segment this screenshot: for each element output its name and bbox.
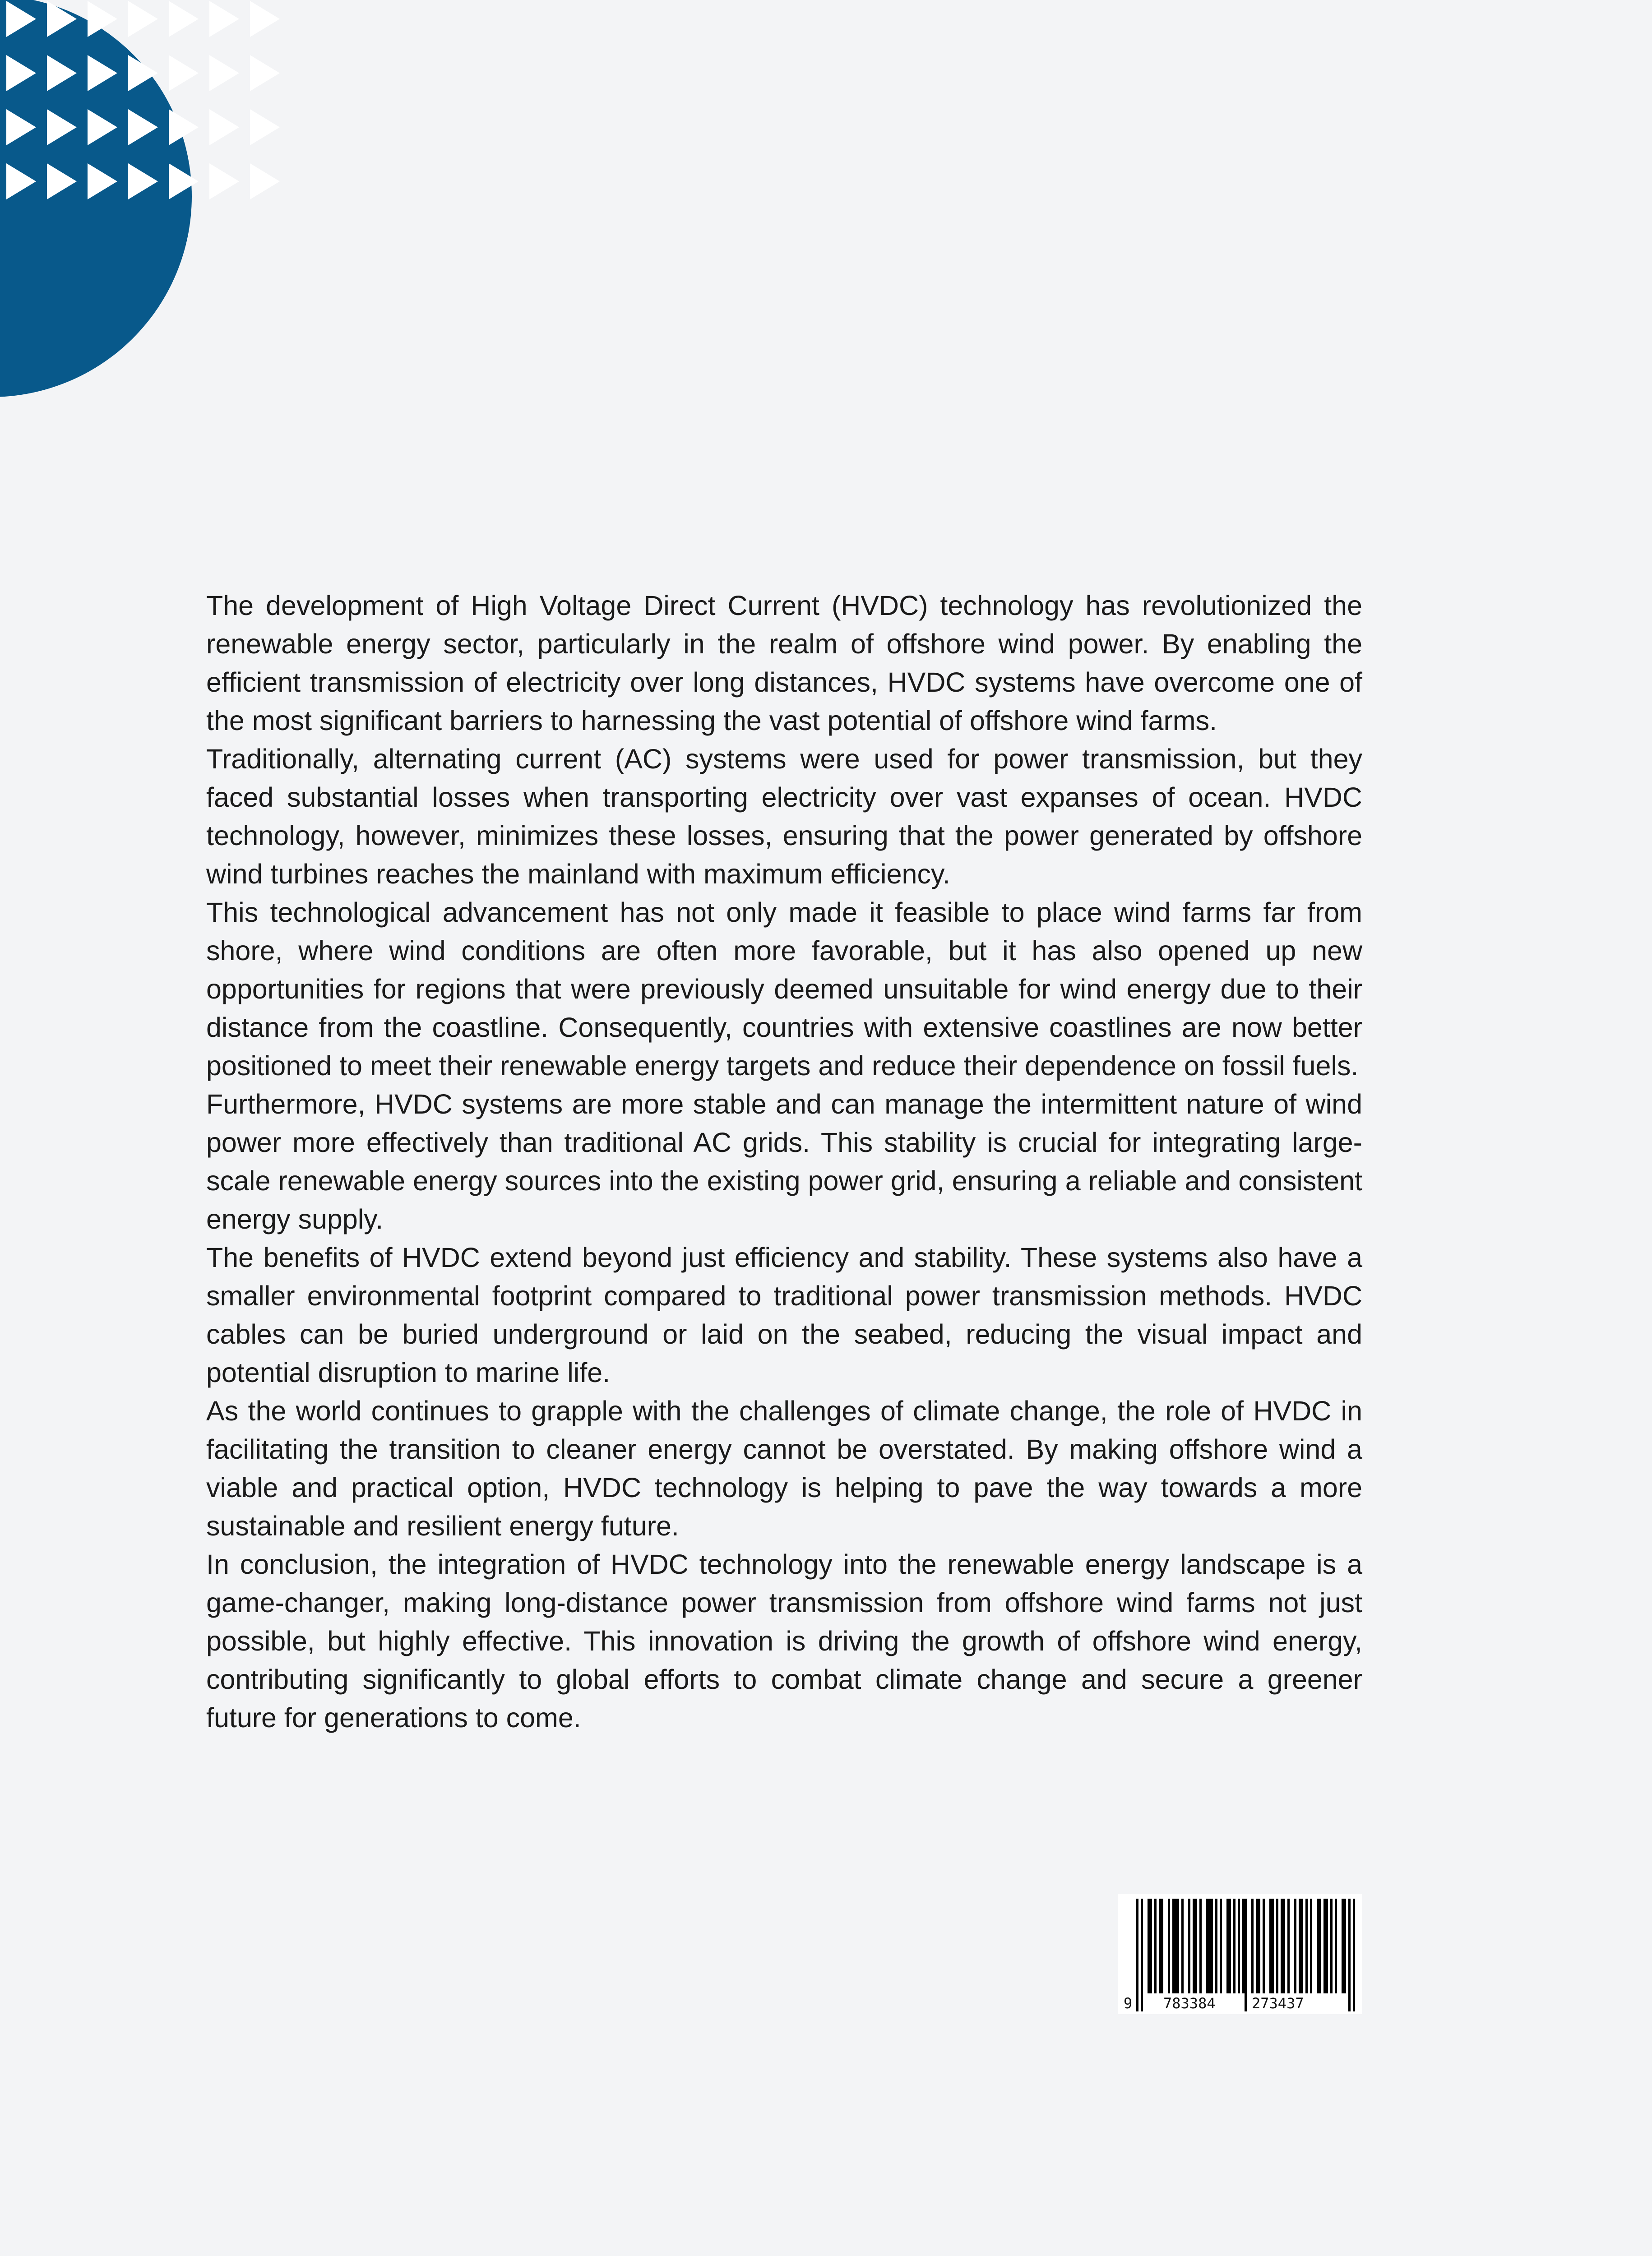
barcode-bar [1154, 1899, 1157, 1993]
barcode-bar [1161, 1899, 1163, 1993]
barcode-bar [1317, 1899, 1319, 1993]
paragraph-1: The development of High Voltage Direct Current (HVDC) technology has revolutionized the renewable energy sector, particularly in the realm of offshore wind power. By enabling the efficient transmission of electricity over long distances, HVDC systems have overcome one of the most significant barriers to harnessing the vast potential of offshore wind farms. [206, 590, 1362, 736]
barcode-bar [1272, 1899, 1274, 1993]
barcode-bar [1258, 1899, 1260, 1993]
barcode-bar [1242, 1899, 1245, 1993]
barcode-bar [1211, 1899, 1213, 1993]
barcode-bar [1195, 1899, 1197, 1993]
barcode-bar [1310, 1899, 1312, 1993]
barcode-bar [1150, 1899, 1152, 1993]
blue-circle-shape [0, 0, 192, 397]
barcode-bar [1238, 1899, 1240, 1993]
barcode-bar [1269, 1899, 1272, 1993]
barcode-bar [1294, 1899, 1296, 1993]
barcode-lead-digit: 9 [1124, 1995, 1133, 2012]
barcode-bar [1208, 1899, 1211, 1993]
barcode-group-1: 783384 [1163, 1995, 1216, 2012]
barcode-bar [1229, 1899, 1231, 1993]
paragraph-2: Traditionally, alternating current (AC) systems were used for power transmission, but they faced substantial losses when transporting electricity over vast expanses of ocean. HVDC technology, however, minimizes these losses, ensuring that the power generated by offshore wind turbines reaches the mainland with maximum efficiency. [206, 744, 1362, 889]
corner-decoration [0, 0, 298, 433]
triangle-arrow [209, 163, 239, 199]
triangle-arrow [209, 55, 239, 91]
triangle-arrow [169, 55, 199, 91]
barcode-bar [1188, 1899, 1190, 1993]
barcode-bar [1226, 1899, 1229, 1993]
barcode-bar [1342, 1899, 1344, 1993]
barcode-bar [1215, 1899, 1217, 1993]
barcode-bar [1175, 1899, 1177, 1993]
paragraph-7: In conclusion, the integration of HVDC technology into the renewable energy landscape is a game-changer, making long-distance power transmission from offshore wind farms not just possible, but highly effective. This innovation is driving the growth of offshore wind energy, contributing significantly to global efforts to combat climate change and secure a greener future for generations to come. [206, 1549, 1362, 1733]
barcode-bar [1335, 1899, 1337, 1993]
barcode-bar [1251, 1899, 1254, 1993]
barcode-bar [1305, 1899, 1308, 1993]
barcode-bar [1281, 1899, 1283, 1993]
triangle-arrow [250, 163, 280, 199]
triangle-arrow [209, 1, 239, 37]
barcode-bar [1177, 1899, 1179, 1993]
barcode-bar [1206, 1899, 1208, 1993]
barcode-bar [1299, 1899, 1301, 1993]
triangle-arrow [250, 1, 280, 37]
paragraph-3: This technological advancement has not only made it feasible to place wind farms far from shore, where wind conditions are often more favorable, but it has also opened up new opportunities for regions that were previously deemed unsuitable for wind energy due to their distance from the coastline. Consequently, countries with extensive coastlines are now better positioned to meet their renewable energy targets and reduce their dependence on fossil fuels. [206, 897, 1362, 1081]
barcode-group-2: 273437 [1252, 1995, 1304, 2012]
barcode-bar [1330, 1899, 1333, 1993]
barcode-bar [1193, 1899, 1195, 1993]
barcode-bar [1220, 1899, 1222, 1993]
barcode-digits [1118, 1994, 1362, 2012]
triangle-arrow [128, 1, 158, 37]
barcode-bar [1159, 1899, 1161, 1993]
barcode-bar [1233, 1899, 1236, 1993]
barcode-bar [1256, 1899, 1258, 1993]
triangle-arrow [169, 1, 199, 37]
barcode-bar [1172, 1899, 1175, 1993]
back-cover-text [206, 587, 1362, 1737]
barcode-bar [1199, 1899, 1202, 1993]
paragraph-5: The benefits of HVDC extend beyond just efficiency and stability. These systems also have a smaller environmental footprint compared to traditional power transmission methods. HVDC cables can be buried underground or laid on the seabed, reducing the visual impact and potential disruption to marine life. [206, 1242, 1362, 1388]
triangle-arrow [209, 109, 239, 145]
barcode-bar [1263, 1899, 1265, 1993]
paragraph-4: Furthermore, HVDC systems are more stable and can manage the intermittent nature of wind power more effectively than traditional AC grids. This stability is crucial for integrating large-scale renewable energy sources into the existing power grid, ensuring a reliable and consistent energy supply. [206, 1089, 1362, 1234]
isbn-barcode [1118, 1894, 1362, 2014]
barcode-bar [1168, 1899, 1170, 1993]
triangle-arrow [250, 109, 280, 145]
barcode-bar [1323, 1899, 1326, 1993]
barcode-bar [1148, 1899, 1150, 1993]
barcode-bar [1301, 1899, 1303, 1993]
barcode-bar [1319, 1899, 1321, 1993]
barcode-bar [1181, 1899, 1184, 1993]
triangle-arrow [250, 55, 280, 91]
barcode-bar [1283, 1899, 1285, 1993]
barcode-bar [1344, 1899, 1346, 1993]
barcode-bar [1287, 1899, 1290, 1993]
barcode-bar [1276, 1899, 1278, 1993]
paragraph-6: As the world continues to grapple with the challenges of climate change, the role of HVDC in facilitating the transition to cleaner energy cannot be overstated. By making offshore wind a viable and practical option, HVDC technology is helping to pave the way towards a more sustainable and resilient energy future. [206, 1396, 1362, 1541]
barcode-bar [1326, 1899, 1328, 1993]
